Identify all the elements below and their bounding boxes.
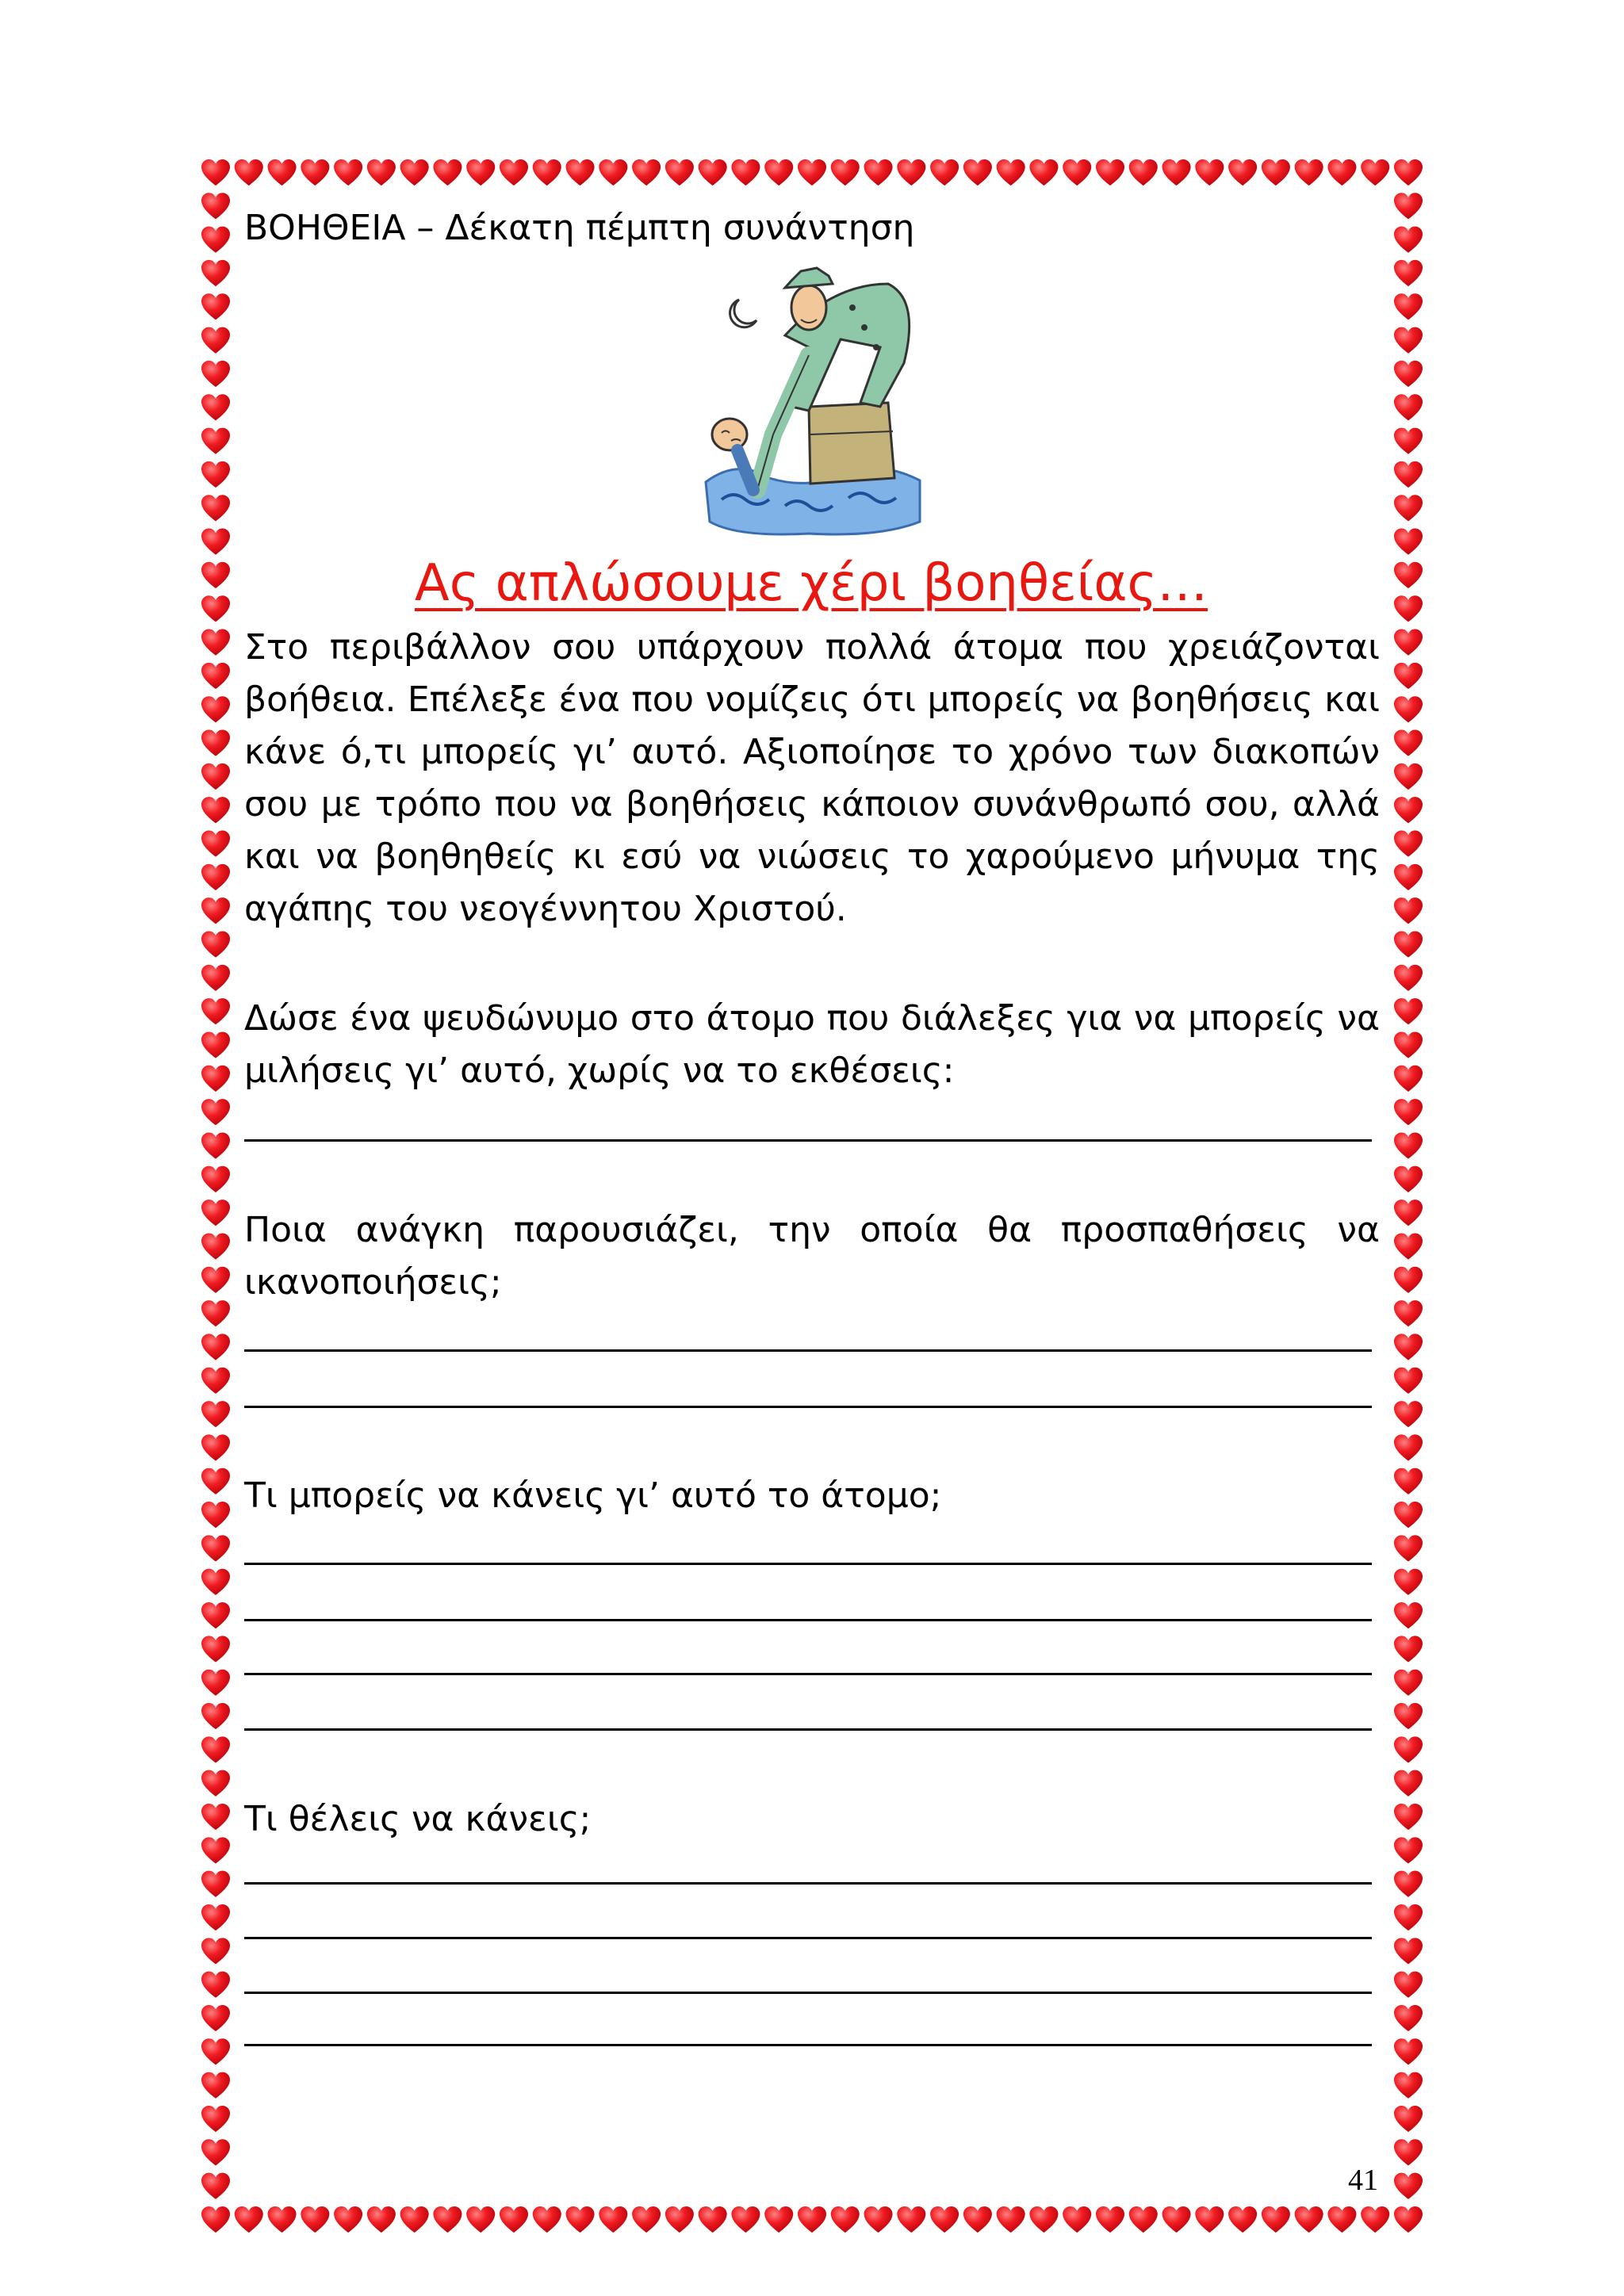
heart-icon	[1394, 361, 1423, 387]
answer-line[interactable]	[244, 1406, 1372, 1408]
question-need: Ποια ανάγκη παρουσιάζει, την οποία θα προσπαθήσεις να ικανοποιήσεις;	[244, 1210, 1380, 1303]
heart-icon	[599, 2206, 627, 2233]
answer-line[interactable]	[244, 1673, 1372, 1675]
heart-icon	[201, 529, 230, 555]
heart-icon	[400, 2206, 429, 2233]
heart-icon	[699, 2206, 727, 2233]
heart-icon	[201, 327, 230, 354]
heart-icon	[201, 1602, 230, 1628]
heart-icon	[632, 159, 661, 186]
heart-icon	[1394, 965, 1423, 991]
answer-line[interactable]	[244, 1619, 1372, 1621]
heart-icon	[201, 1972, 230, 1998]
heart-icon	[201, 1502, 230, 1528]
helping-hand-illustration	[690, 252, 936, 538]
heart-icon	[433, 2206, 462, 2233]
answer-line[interactable]	[244, 1349, 1372, 1352]
heart-icon	[1394, 1066, 1423, 1092]
heart-icon	[1394, 763, 1423, 790]
heart-icon	[930, 159, 959, 186]
heart-icon	[201, 965, 230, 991]
heart-icon	[1195, 2206, 1224, 2233]
answer-line[interactable]	[244, 1139, 1372, 1142]
heart-icon	[699, 159, 727, 186]
heart-icon	[201, 428, 230, 454]
heart-icon	[1394, 159, 1423, 186]
heart-icon	[897, 2206, 925, 2233]
heart-icon	[1394, 461, 1423, 488]
heart-icon	[201, 227, 230, 253]
heart-icon	[1394, 2005, 1423, 2031]
heart-icon	[1394, 1468, 1423, 1494]
heart-icon	[235, 159, 263, 186]
heart-icon	[798, 2206, 826, 2233]
heart-icon	[1394, 1132, 1423, 1158]
heart-icon	[201, 361, 230, 387]
heart-icon	[201, 1401, 230, 1427]
heart-icon	[201, 2072, 230, 2099]
heart-icon	[201, 1770, 230, 1797]
heart-icon	[1394, 998, 1423, 1024]
heart-icon	[334, 159, 362, 186]
heart-icon	[1394, 495, 1423, 521]
heart-icon	[201, 193, 230, 219]
heart-icon	[334, 2206, 362, 2233]
heart-icon	[201, 1804, 230, 1830]
heart-icon	[1228, 159, 1257, 186]
heart-icon	[1394, 562, 1423, 588]
heart-icon	[201, 159, 230, 186]
heart-icon	[1394, 1502, 1423, 1528]
heart-icon	[665, 159, 694, 186]
heart-icon	[367, 2206, 396, 2233]
heart-icon	[201, 1233, 230, 1259]
heart-icon	[201, 1904, 230, 1931]
question-pseudonym: Δώσε ένα ψευδώνυμο στο άτομο που διάλεξες για να μπορείς να μιλήσεις γι’ αυτό, χωρίς να το εκθέσεις:	[244, 998, 1380, 1091]
heart-icon	[201, 1132, 230, 1158]
heart-icon	[1394, 1804, 1423, 1830]
heart-icon	[201, 1368, 230, 1394]
heart-icon	[466, 159, 495, 186]
heart-icon	[997, 2206, 1025, 2233]
heart-icon	[201, 394, 230, 420]
heart-icon	[1394, 260, 1423, 286]
heart-icon	[1394, 1334, 1423, 1360]
heart-icon	[1394, 1736, 1423, 1762]
heart-icon	[1096, 2206, 1124, 2233]
heart-icon	[1394, 2072, 1423, 2099]
heart-icon	[201, 1031, 230, 1058]
heart-icon	[632, 2206, 661, 2233]
heart-icon	[997, 159, 1025, 186]
heart-icon	[500, 2206, 528, 2233]
heart-icon	[1394, 428, 1423, 454]
heart-icon	[533, 2206, 561, 2233]
heart-icon	[764, 159, 793, 186]
heart-icon	[1129, 159, 1158, 186]
heart-icon	[201, 1066, 230, 1092]
heart-icon	[864, 2206, 893, 2233]
heart-icon	[201, 260, 230, 286]
heart-icon	[201, 1871, 230, 1897]
heart-icon	[1394, 1770, 1423, 1797]
heart-icon	[1394, 1636, 1423, 1662]
heart-icon	[201, 2173, 230, 2199]
heart-icon	[301, 159, 329, 186]
question-what-can-you-do: Τι μπορείς να κάνεις γι’ αυτό το άτομο;	[244, 1475, 942, 1516]
heart-icon	[1394, 1401, 1423, 1427]
heart-icon	[201, 931, 230, 957]
heart-icon	[1394, 2173, 1423, 2199]
heart-icon	[201, 864, 230, 890]
heart-icon	[864, 159, 893, 186]
heart-icon	[1129, 2206, 1158, 2233]
page-title: Ας απλώσουμε χέρι βοηθείας…	[414, 554, 1208, 613]
heart-icon	[201, 293, 230, 320]
heart-icon	[1361, 2206, 1389, 2233]
heart-icon	[433, 159, 462, 186]
heart-icon	[201, 1099, 230, 1125]
heart-icon	[1394, 1267, 1423, 1293]
heart-icon	[1394, 1535, 1423, 1561]
heart-icon	[897, 159, 925, 186]
heart-icon	[1394, 629, 1423, 656]
heart-icon	[798, 159, 826, 186]
heart-icon	[1394, 293, 1423, 320]
heart-icon	[1394, 2206, 1423, 2233]
heart-icon	[930, 2206, 959, 2233]
heart-icon	[1262, 159, 1290, 186]
heart-icon	[1262, 2206, 1290, 2233]
heart-icon	[1394, 931, 1423, 957]
heart-icon	[201, 495, 230, 521]
heart-icon	[201, 1636, 230, 1662]
heart-icon	[201, 1468, 230, 1494]
heart-icon	[1029, 2206, 1058, 2233]
heart-icon	[1295, 159, 1323, 186]
answer-line[interactable]	[244, 1563, 1372, 1565]
intro-paragraph: Στο περιβάλλον σου υπάρχουν πολλά άτομα που χρειάζονται βοήθεια. Επέλεξε ένα που νομίζεις ότι μπορείς να βοηθήσεις και κάνε ό,τι μπορείς γι’ αυτό. Αξιοποίησε το χρόνο των διακοπών σου με τρόπο που να βοηθήσεις κάποιον συνάνθρωπό σου, αλλά και να βοηθηθείς κι εσύ να νιώσεις το χαρούμενο μήνυμα της αγάπης του νεογέννητου Χριστού.	[244, 627, 1380, 929]
heart-icon	[201, 1938, 230, 1964]
heart-icon	[201, 663, 230, 689]
heart-icon	[731, 2206, 760, 2233]
heart-icon	[1394, 1233, 1423, 1259]
heart-icon	[1394, 1837, 1423, 1863]
heart-icon	[201, 831, 230, 857]
heart-icon	[1394, 1569, 1423, 1595]
heart-icon	[1394, 1904, 1423, 1931]
heart-icon	[301, 2206, 329, 2233]
heart-icon	[599, 159, 627, 186]
heart-icon	[831, 2206, 860, 2233]
heart-icon	[831, 159, 860, 186]
heart-icon	[201, 1837, 230, 1863]
heart-icon	[1162, 159, 1191, 186]
heart-icon	[764, 2206, 793, 2233]
heart-icon	[400, 159, 429, 186]
heart-icon	[1394, 730, 1423, 756]
heart-icon	[201, 461, 230, 488]
heart-icon	[1394, 595, 1423, 622]
heart-icon	[1394, 1368, 1423, 1394]
heart-icon	[268, 159, 297, 186]
heart-icon	[201, 629, 230, 656]
heart-icon	[1394, 864, 1423, 890]
heart-icon	[1394, 663, 1423, 689]
heart-icon	[201, 897, 230, 924]
heart-icon	[201, 1334, 230, 1360]
heart-icon	[566, 159, 595, 186]
heart-icon	[731, 159, 760, 186]
heart-icon	[566, 2206, 595, 2233]
heart-icon	[1361, 159, 1389, 186]
page-number: 41	[1348, 2164, 1378, 2197]
heart-icon	[201, 2005, 230, 2031]
heart-icon	[201, 1166, 230, 1192]
heart-icon	[1394, 2038, 1423, 2064]
heart-icon	[1096, 159, 1124, 186]
answer-line[interactable]	[244, 2044, 1372, 2046]
heart-icon	[201, 1267, 230, 1293]
heart-icon	[201, 730, 230, 756]
heart-icon	[500, 159, 528, 186]
heart-icon	[201, 562, 230, 588]
heart-icon	[1228, 2206, 1257, 2233]
heart-icon	[1394, 394, 1423, 420]
heart-icon	[1394, 1938, 1423, 1964]
heart-icon	[201, 763, 230, 790]
heart-icon	[1394, 2139, 1423, 2165]
heart-icon	[201, 1736, 230, 1762]
heart-icon	[1394, 1200, 1423, 1226]
answer-line[interactable]	[244, 1882, 1372, 1885]
heart-icon	[1394, 2106, 1423, 2132]
heart-icon	[201, 2038, 230, 2064]
heart-icon	[1394, 831, 1423, 857]
heart-icon	[963, 2206, 992, 2233]
heart-icon	[1394, 1099, 1423, 1125]
heart-icon	[1394, 1031, 1423, 1058]
heart-icon	[367, 159, 396, 186]
heart-icon	[1394, 1703, 1423, 1729]
heart-icon	[201, 1569, 230, 1595]
heart-icon	[1394, 1670, 1423, 1696]
answer-line[interactable]	[244, 1728, 1372, 1731]
heart-icon	[1394, 1871, 1423, 1897]
heart-icon	[1394, 1166, 1423, 1192]
heart-icon	[201, 1703, 230, 1729]
heart-icon	[201, 696, 230, 722]
heart-icon	[1394, 1602, 1423, 1628]
heart-icon	[201, 998, 230, 1024]
question-what-do-you-want: Τι θέλεις να κάνεις;	[244, 1799, 592, 1839]
heart-icon	[1327, 159, 1356, 186]
heart-icon	[268, 2206, 297, 2233]
heart-icon	[1394, 897, 1423, 924]
heart-icon	[201, 1200, 230, 1226]
heart-icon	[665, 2206, 694, 2233]
heart-icon	[1295, 2206, 1323, 2233]
heart-icon	[201, 1535, 230, 1561]
heart-icon	[963, 159, 992, 186]
heart-icon	[1394, 797, 1423, 823]
heart-icon	[201, 2206, 230, 2233]
heart-icon	[1195, 159, 1224, 186]
heart-icon	[1394, 1972, 1423, 1998]
heart-icon	[1029, 159, 1058, 186]
heart-icon	[533, 159, 561, 186]
heart-icon	[1394, 327, 1423, 354]
heart-icon	[1394, 1434, 1423, 1460]
heart-icon	[1394, 1300, 1423, 1326]
answer-line[interactable]	[244, 1992, 1372, 1994]
heart-icon	[201, 1670, 230, 1696]
heart-icon	[1162, 2206, 1191, 2233]
heart-icon	[1394, 227, 1423, 253]
heart-icon	[201, 1300, 230, 1326]
heart-icon	[1394, 696, 1423, 722]
heart-icon	[201, 797, 230, 823]
heart-icon	[201, 2106, 230, 2132]
heart-icon	[235, 2206, 263, 2233]
heart-icon	[201, 595, 230, 622]
heart-icon	[1394, 529, 1423, 555]
heart-icon	[201, 2139, 230, 2165]
heart-icon	[201, 1434, 230, 1460]
answer-line[interactable]	[244, 1937, 1372, 1939]
page-header: ΒΟΗΘΕΙΑ – Δέκατη πέμπτη συνάντηση	[244, 208, 915, 248]
heart-icon	[1063, 2206, 1091, 2233]
heart-icon	[1394, 193, 1423, 219]
heart-icon	[466, 2206, 495, 2233]
heart-icon	[1063, 159, 1091, 186]
heart-icon	[1327, 2206, 1356, 2233]
